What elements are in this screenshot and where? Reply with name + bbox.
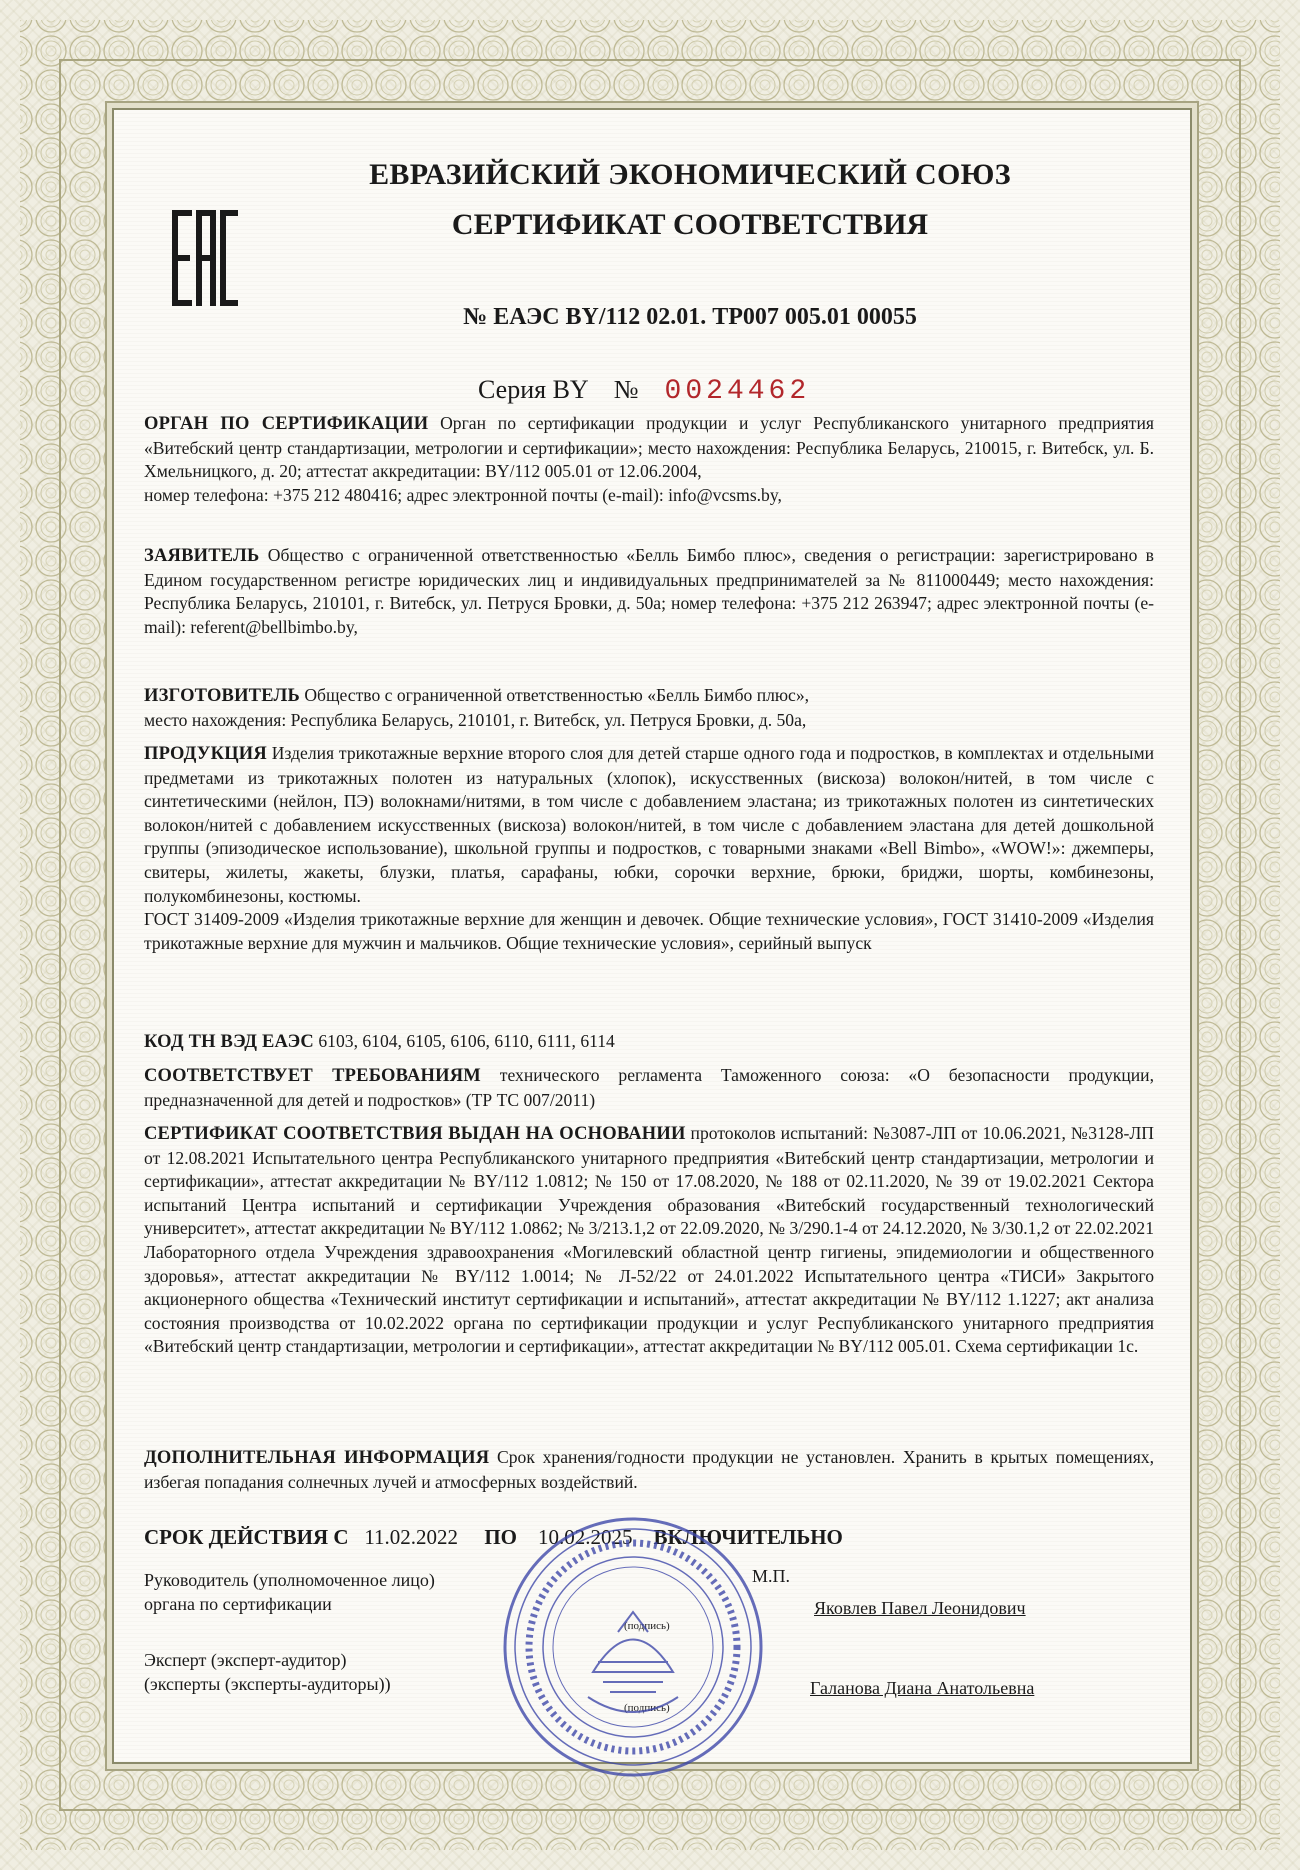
section-hs-code xyxy=(144,1030,1154,1055)
expert-role-line-1: Эксперт (эксперт-аудитор) xyxy=(144,1650,347,1670)
head-role-line-1: Руководитель (уполномоченное лицо) xyxy=(144,1570,435,1590)
section-text-2: место нахождения: Республика Беларусь, 210101, г. Витебск, ул. Петруся Бровки, д. 50а, xyxy=(144,709,807,730)
section-manufacturer xyxy=(144,684,1154,732)
section-text: Изделия трикотажные верхние второго слоя для детей старше одного года и подростков, в комплектах и отдельными предметами из трикотажных полотен из натуральных (хлопок), искусственных (вискоза) волокон/нитей, в том числе с синтетическими (нейлон, ПЭ) волокнами/нитями, в том числе с добавлением эластана; из трикотажных полотен из синтетических волокон/нитей с добавлением искусственных (вискоза) волокон/нитей, в том числе с добавлением эластана для детей дошкольной группы (эпизодическое использование), школьной группы и подростков, с товарными знаками «Bell Bimbo», «WOW!»: джемперы, свитеры, жилеты, жакеты, блузки, платья, сарафаны, юбки, сорочки верхние, брюки, бриджи, шорты, комбинезоны, полукомбинезоны, костюмы. xyxy=(144,743,1155,906)
head-signatory-role xyxy=(144,1568,435,1616)
serial-number: 0024462 xyxy=(664,376,811,407)
validity-from-date: 11.02.2022 xyxy=(364,1525,459,1549)
section-label: ОРГАН ПО СЕРТИФИКАЦИИ xyxy=(144,414,429,434)
seal-place-label: М.П. xyxy=(752,1566,791,1586)
section-text: протоколов испытаний: №3087-ЛП от 10.06.2021, №3128-ЛП от 12.08.2021 Испытательного центра Республиканского унитарного предприятия «Витебский центр стандартизации, метрологии и сертификации», аттестат аккредитации № BY/112 1.0812; № 150 от 17.08.2020, № 188 от 02.11.2020, № 39 от 19.02.2021 Сектора испытаний Центра испытаний и сертификации Учреждения образования «Витебский государственный технологический университет», аттестат аккредитации № BY/112 1.0862; № 3/213.1,2 от 22.09.2020, № 3/290.1-4 от 24.12.2020, № 3/30.1,2 от 22.02.2021 Лабораторного отдела Учреждения здравоохранения «Могилевский областной центр гигиены, эпидемиологии и общественного здоровья», аттестат аккредитации № BY/112 1.0014; № Л-52/22 от 24.01.2022 Испытательного центра «ТИСИ» Закрытого акционерного общества «Технический институт сертификации и испытаний», аттестат аккредитации № BY/112 1.1227; акт анализа состояния производства от 10.02.2022 органа по сертификации продукции и услуг Республиканского унитарного предприятия «Витебский центр стандартизации, метрологии и сертификации», аттестат аккредитации № BY/112 005.01. Схема сертификации 1с. xyxy=(144,1123,1154,1357)
section-additional-info xyxy=(144,1446,1154,1494)
section-text-2: номер телефона: +375 212 480416; адрес электронной почты (e-mail): info@vcsms.by, xyxy=(144,484,782,505)
section-label: СЕРТИФИКАТ СООТВЕТСТВИЯ ВЫДАН НА ОСНОВАНИИ xyxy=(144,1124,686,1144)
validity-inclusive: ВКЛЮЧИТЕЛЬНО xyxy=(653,1525,843,1549)
expert-signature-hint: (подпись) xyxy=(624,1702,670,1714)
series-label: Серия BY xyxy=(478,375,588,404)
section-text: Срок хранения/годности продукции не установлен. Хранить в крытых помещениях, избегая попадания солнечных лучей и атмосферных воздействий. xyxy=(144,1447,1155,1492)
section-text: Общество с ограниченной ответственностью «Белль Бимбо плюс», сведения о регистрации: зарегистрировано в Едином государственном регистре юридических лиц и индивидуальных предпринимателей за № 811000449; место нахождения: Республика Беларусь, 210101, г. Витебск, ул. Петруся Бровки, д. 50а; номер телефона: +375 212 263947; адрес электронной почты (e-mail): referent@bellbimbo.by, xyxy=(144,545,1154,637)
head-signature-hint: (подпись) xyxy=(624,1620,670,1632)
section-conformity xyxy=(144,1064,1154,1112)
series-line xyxy=(478,375,810,407)
section-basis xyxy=(144,1122,1154,1359)
section-certification-body xyxy=(144,412,1154,507)
validity-to-label: ПО xyxy=(484,1525,517,1549)
section-applicant xyxy=(144,544,1154,639)
certificate-number: № ЕАЭС BY/112 02.01. ТР007 005.01 00055 xyxy=(463,304,917,330)
expert-role-line-2: (эксперты (эксперты-аудиторы)) xyxy=(144,1674,391,1694)
head-role-line-2: органа по сертификации xyxy=(144,1594,332,1614)
section-label: ЗАЯВИТЕЛЬ xyxy=(144,546,260,566)
union-title: ЕВРАЗИЙСКИЙ ЭКОНОМИЧЕСКИЙ СОЮЗ xyxy=(369,158,1011,191)
section-text-2: ГОСТ 31409-2009 «Изделия трикотажные верхние для женщин и девочек. Общие технические условия», ГОСТ 31410-2009 «Изделия трикотажные верхние для мужчин и мальчиков. Общие технические условия», серийный выпуск xyxy=(144,909,1154,953)
document-title: СЕРТИФИКАТ СООТВЕТСТВИЯ xyxy=(451,208,929,241)
section-product xyxy=(144,742,1154,955)
eac-logo-icon xyxy=(172,210,238,306)
section-label: СООТВЕТСТВУЕТ ТРЕБОВАНИЯМ xyxy=(144,1066,481,1086)
validity-from-label: СРОК ДЕЙСТВИЯ С xyxy=(144,1525,349,1549)
section-label: КОД ТН ВЭД ЕАЭС xyxy=(144,1032,314,1052)
official-seal-stamp xyxy=(498,1512,768,1782)
section-text: Общество с ограниченной ответственностью «Белль Бимбо плюс», xyxy=(304,685,810,705)
section-label: ИЗГОТОВИТЕЛЬ xyxy=(144,686,300,706)
number-sign: № xyxy=(613,375,639,404)
section-label: ДОПОЛНИТЕЛЬНАЯ ИНФОРМАЦИЯ xyxy=(144,1448,490,1468)
validity-to-date: 10.02.2025 xyxy=(537,1525,633,1549)
expert-signatory-name: Галанова Диана Анатольевна xyxy=(810,1678,1035,1698)
head-signatory-name: Яковлев Павел Леонидович xyxy=(814,1598,1026,1618)
section-text: Орган по сертификации продукции и услуг Республиканского унитарного предприятия «Витебский центр стандартизации, метрологии и сертификации»; место нахождения: Республика Беларусь, 210015, г. Витебск, ул. Б. Хмельницкого, д. 20; аттестат аккредитации: BY/112 005.01 от 12.06.2004, xyxy=(144,413,1155,482)
section-text: 6103, 6104, 6105, 6106, 6110, 6111, 6114 xyxy=(318,1031,615,1051)
section-label: ПРОДУКЦИЯ xyxy=(144,744,267,764)
section-text: технического регламента Таможенного союза: «О безопасности продукции, предназначенной для детей и подростков» (ТР ТС 007/2011) xyxy=(144,1065,1154,1110)
expert-signatory-role xyxy=(144,1648,391,1696)
